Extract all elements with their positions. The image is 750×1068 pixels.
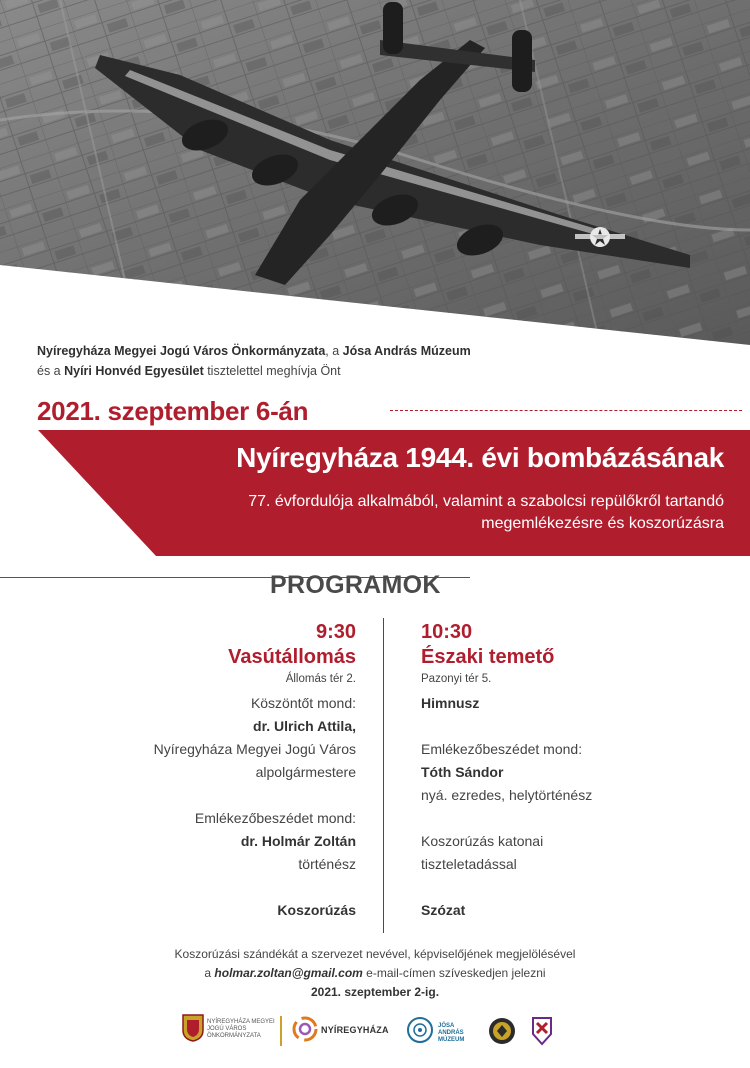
programs-heading: PROGRAMOK — [270, 571, 441, 599]
speech-label: Emlékezőbeszédet mond: — [194, 810, 356, 826]
organizer-association: Nyíri Honvéd Egyesület — [64, 364, 204, 378]
speech-speaker: dr. Holmár Zoltán — [240, 833, 356, 849]
banner-title: Nyíregyháza 1944. évi bombázásának — [236, 442, 724, 473]
museum-logo — [406, 1016, 434, 1049]
speech-role: történész — [298, 856, 356, 872]
banner-subtitle: 77. évfordulója alkalmából, valamint a szabolcsi repülőkről tartandó megemlékezésre és koszorúzásra — [248, 493, 724, 532]
city-council-logo — [182, 1014, 204, 1047]
rsvp-note: Koszorúzási szándékát a szervezet nevével, képviselőjének megjelölésével — [174, 947, 576, 961]
event-date: 2021. szeptember 6-án — [37, 396, 309, 426]
city-logo-text: NYÍREGYHÁZA — [321, 1025, 389, 1035]
sponsor-logos — [180, 1014, 580, 1054]
program-location: Északi temető — [421, 646, 555, 668]
speech-speaker: Tóth Sándor — [421, 764, 504, 780]
logo-divider — [280, 1016, 282, 1046]
city-council-logo-text: NYÍREGYHÁZA MEGYEI JOGÚ VÁROS ÖNKORMÁNYZATA — [207, 1019, 275, 1039]
column-divider — [383, 618, 384, 933]
wreath-ceremony: tiszteletadással — [421, 856, 517, 872]
museum-logo-text: JÓSA ANDRÁS MÚZEUM — [438, 1023, 465, 1043]
rsvp-email-link[interactable]: holmar.zoltan@gmail.com — [214, 966, 363, 980]
program-location: Vasútállomás — [228, 646, 356, 668]
program-time: 10:30 — [421, 621, 473, 643]
program-right-column — [421, 620, 721, 922]
program-address: Állomás tér 2. — [285, 673, 356, 685]
program-left-column — [60, 620, 356, 922]
association-logo — [488, 1017, 516, 1050]
header-photo — [0, 0, 750, 345]
speech-role: nyá. ezredes, helytörténész — [421, 787, 593, 803]
invitation-intro: Nyíregyháza Megyei Jogú Város Önkormányzata, a Jósa András Múzeum és a Nyíri Honvéd Egyesület tisztelettel meghívja Önt — [37, 344, 471, 378]
heritage-logo — [530, 1016, 554, 1051]
wreath-ceremony: Koszorúzás katonai — [421, 833, 544, 849]
title-banner — [38, 430, 750, 556]
program-closing: Koszorúzás — [277, 902, 356, 918]
date-dashed-rule — [390, 410, 742, 411]
greeting-speaker: dr. Ulrich Attila, — [253, 718, 356, 734]
city-logo — [292, 1016, 318, 1047]
speech-label: Emlékezőbeszédet mond: — [421, 741, 583, 757]
program-closing: Szózat — [421, 902, 466, 918]
program-time: 9:30 — [315, 621, 356, 643]
organizer-council: Nyíregyháza Megyei Jogú Város Önkormányzata — [37, 344, 326, 358]
organizer-museum: Jósa András Múzeum — [342, 344, 471, 358]
rsvp-deadline: 2021. szeptember 2-ig. — [310, 985, 440, 999]
greeting-role: Nyíregyháza Megyei Jogú Város — [153, 741, 356, 757]
rsvp-footer: Koszorúzási szándékát a szervezet nevével, képviselőjének megjelölésével a holmar.zoltan@gmail.com e-mail-címen szíveskedjen jelezni 2021. szeptember 2-ig. — [0, 945, 750, 1002]
anthem: Himnusz — [421, 695, 480, 711]
greeting-role: alpolgármestere — [255, 764, 356, 780]
greeting-label: Köszöntőt mond: — [250, 695, 356, 711]
program-address: Pazonyi tér 5. — [421, 673, 492, 685]
